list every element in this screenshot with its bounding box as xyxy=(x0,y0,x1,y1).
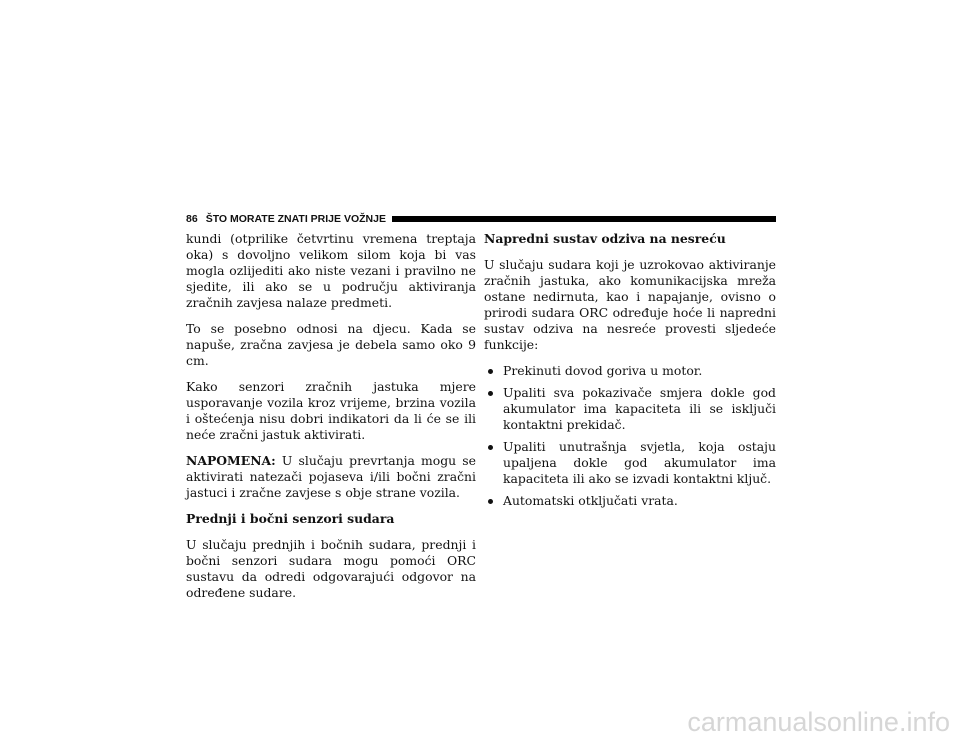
page-header xyxy=(186,212,776,226)
list-item xyxy=(484,493,776,509)
bullet-icon xyxy=(488,445,493,450)
paragraph-crash-response: U slučaju sudara koji je uzrokovao aktiviranje zračnih jastuka, ako komunikacijska mreža ostane nedirnuta, kao i napajanje, ovisno o prirodi sudara ORC određuje hoće li napredni sustav odziva na nesreće provesti sljedeće funkcije: xyxy=(484,257,776,352)
section-title: ŠTO MORATE ZNATI PRIJE VOŽNJE xyxy=(205,213,386,225)
note-paragraph xyxy=(186,453,476,501)
note-text: U slučaju prevrtanja mogu se aktivirati natezači pojaseva i/ili bočni zračni jastuci i zračne zavjese s obje strane vozila. xyxy=(186,453,476,500)
paragraph-sensors: Kako senzori zračnih jastuka mjere usporavanje vozila kroz vrijeme, brzina vozila i oštećenja nisu dobri indikatori da li će se ili neće zračni jastuk aktivirati. xyxy=(186,379,476,442)
bullet-icon xyxy=(488,391,493,396)
list-item-text: Upaliti unutrašnja svjetla, koja ostaju upaljena dokle god akumulator ima kapaciteta ili ako se izvadi kontaktni ključ. xyxy=(503,439,776,486)
paragraph-airbag-force: kundi (otprilike četvrtinu vremena treptaja oka) s dovoljno velikom silom koja bi vas mogla ozlijediti ako niste vezani i pravilno ne sjedite, ili ako se u području aktiviranja zračnih zavjesa nalaze predmeti. xyxy=(186,231,476,310)
paragraph-crash-sensors: U slučaju prednjih i bočnih sudara, prednji i bočni senzori sudara mogu pomoći ORC sustavu da odredi odgovarajući odgovor na određene sudare. xyxy=(186,537,476,600)
heading-crash-sensors: Prednji i bočni senzori sudara xyxy=(186,511,395,526)
paragraph-children: To se posebno odnosi na djecu. Kada se napuše, zračna zavjesa je debela samo oko 9 cm. xyxy=(186,321,476,368)
header-rule xyxy=(392,216,776,222)
bullet-icon xyxy=(488,499,493,504)
function-list xyxy=(484,363,776,509)
list-item-text: Upaliti sva pokazivače smjera dokle god akumulator ima kapaciteta ili se isključi kontaktni prekidač. xyxy=(503,385,776,432)
list-item-text: Automatski otključati vrata. xyxy=(503,493,678,508)
watermark: carmanualsonline.info xyxy=(687,707,950,737)
list-item xyxy=(484,363,776,379)
bullet-icon xyxy=(488,369,493,374)
page-number: 86 xyxy=(186,213,198,225)
left-column xyxy=(186,231,476,611)
list-item-text: Prekinuti dovod goriva u motor. xyxy=(503,363,703,378)
list-item xyxy=(484,385,776,433)
heading-crash-response: Napredni sustav odziva na nesreću xyxy=(484,231,726,246)
list-item xyxy=(484,439,776,487)
note-label: NAPOMENA: xyxy=(186,453,276,468)
right-column xyxy=(484,231,776,515)
